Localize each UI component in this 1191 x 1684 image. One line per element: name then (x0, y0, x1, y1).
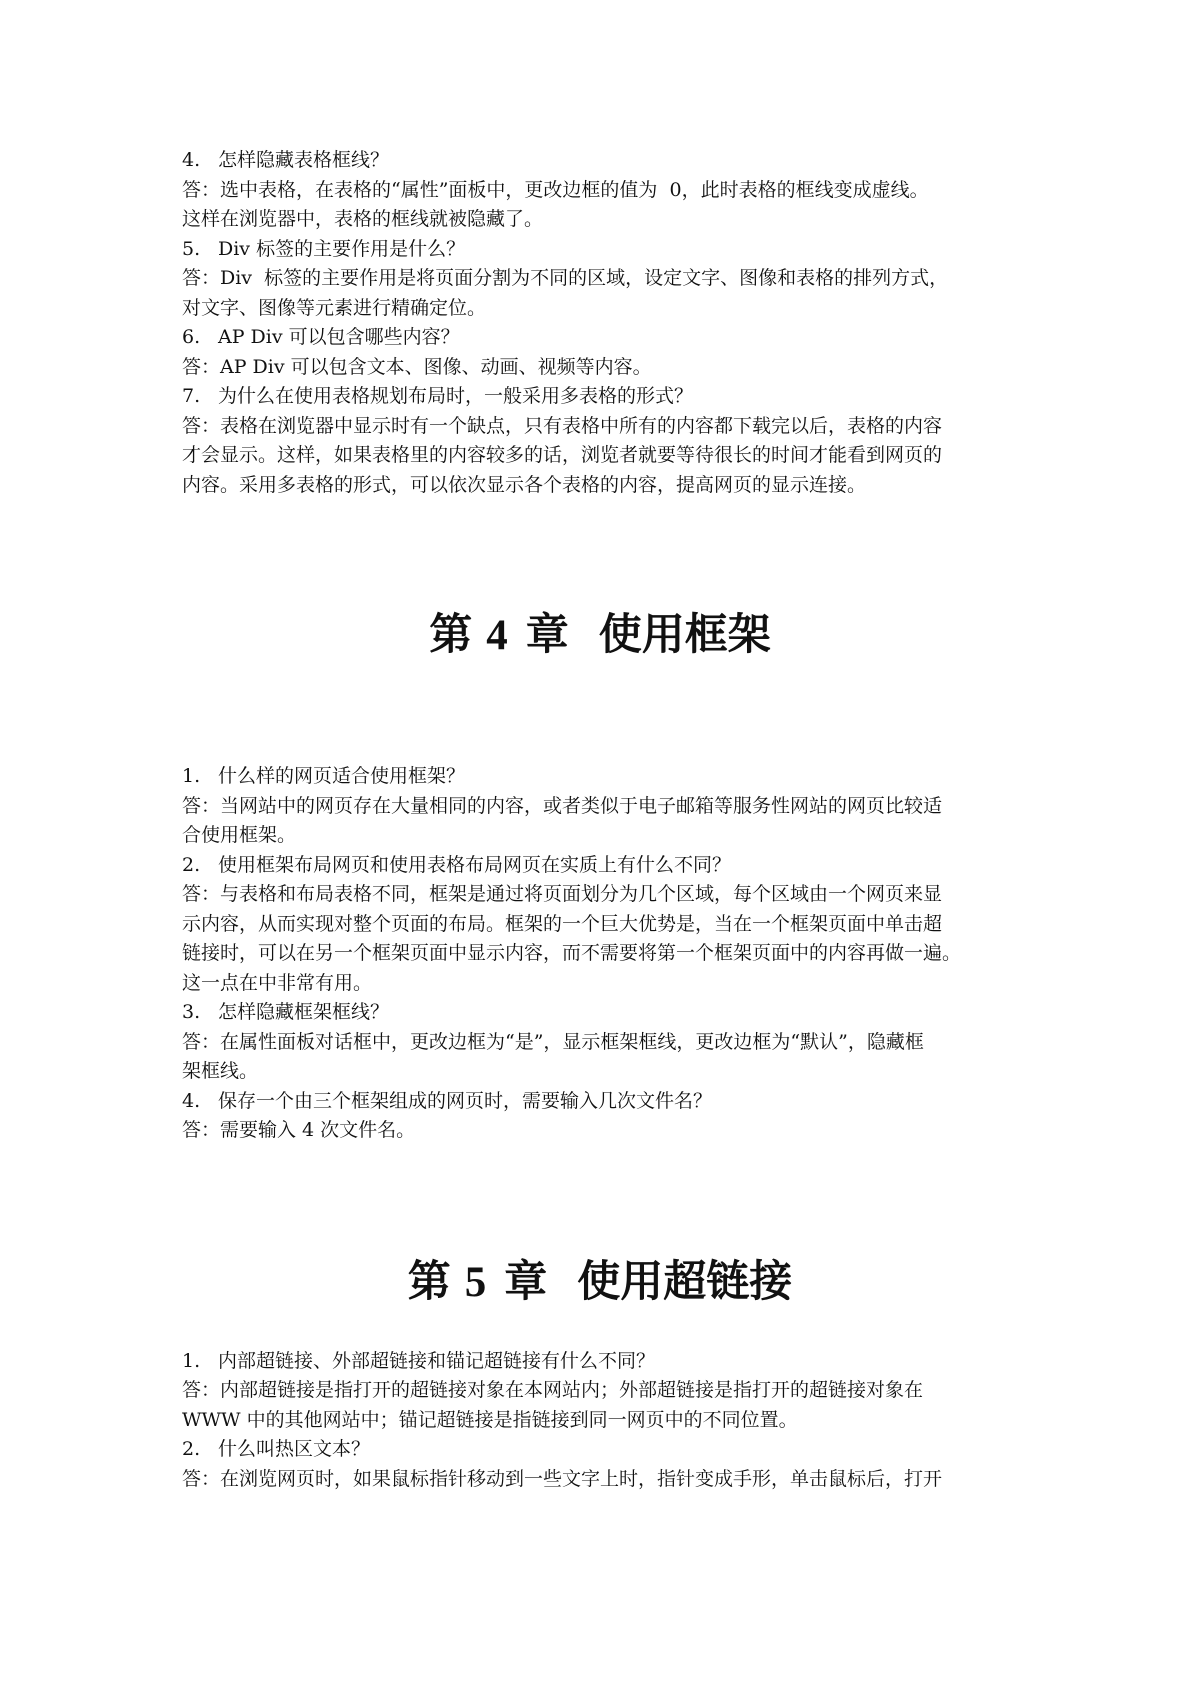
question-line (182, 998, 1018, 1028)
document-page (182, 146, 1018, 1494)
question-line (182, 851, 1018, 881)
question-line (182, 382, 1018, 412)
answer-line: 答：与表格和布局表格不同，框架是通过将页面划分为几个区域，每个区域由一个网页来显 (182, 883, 943, 905)
question-number: 6. (182, 326, 201, 348)
question-text: 保存一个由三个框架组成的网页时，需要输入几次文件名？ (218, 1089, 713, 1112)
chapter-5-suffix: 章 使用超链接 (504, 1256, 793, 1307)
answer-line: 答：在属性面板对话框中，更改边框为“是”，显示框架框线，更改边框为“默认”，隐藏框 (182, 1030, 924, 1053)
question-text: 内部超链接、外部超链接和锚记超链接有什么不同？ (218, 1349, 656, 1372)
answer-line: 答：需要输入 4 次文件名。 (182, 1119, 416, 1141)
question-line (182, 235, 1018, 265)
chapter-4-suffix: 章 使用框架 (525, 610, 771, 660)
chapter-5-prefix: 第 (407, 1256, 451, 1307)
answer-line: 答：Div 标签的主要作用是将页面分割为不同的区域，设定文字、图像和表格的排列方式， (182, 267, 949, 289)
question-number: 4. (182, 1089, 201, 1112)
question-number: 7. (182, 385, 201, 407)
chapter-4-title (182, 607, 1018, 664)
answer-line: 链接时，可以在另一个框架页面中显示内容，而不需要将第一个框架页面中的内容再做一遍。 (182, 942, 962, 964)
question-text: 什么叫热区文本？ (218, 1438, 371, 1460)
question-number: 1. (182, 765, 201, 787)
question-text: 怎样隐藏表格框线？ (218, 149, 390, 171)
answer-line: 示内容，从而实现对整个页面的布局。框架的一个巨大优势是，当在一个框架页面中单击超 (182, 912, 943, 935)
question-text: 为什么在使用表格规划布局时，一般采用多表格的形式？ (218, 385, 694, 407)
question-line (182, 762, 1018, 792)
question-number: 3. (182, 1001, 201, 1023)
question-line (182, 1347, 1018, 1377)
question-number: 4. (182, 149, 201, 171)
answer-line: 答：在浏览网页时，如果鼠标指针移动到一些文字上时，指针变成手形，单击鼠标后，打开 (182, 1467, 943, 1490)
question-line (182, 1087, 1018, 1117)
answer-line: 才会显示。这样，如果表格里的内容较多的话，浏览者就要等待很长的时间才能看到网页的 (182, 444, 943, 466)
question-text: 什么样的网页适合使用框架？ (218, 765, 466, 787)
answer-line: 对文字、图像等元素进行精确定位。 (182, 296, 487, 319)
answer-line: 架框线。 (182, 1060, 259, 1082)
answer-line: 答：选中表格，在表格的“属性”面板中，更改边框的值为 0，此时表格的框线变成虚线。 (182, 178, 929, 201)
chapter-4-prefix: 第 (429, 610, 473, 660)
question-number: 1. (182, 1349, 201, 1372)
chapter-4-number: 4 (486, 612, 508, 659)
section-3-tail (182, 146, 1018, 500)
answer-line: 合使用框架。 (182, 824, 297, 846)
question-number: 5. (182, 237, 201, 260)
answer-line: 答：内部超链接是指打开的超链接对象在本网站内；外部超链接是指打开的超链接对象在 (182, 1379, 924, 1401)
answer-line: 答：当网站中的网页存在大量相同的内容，或者类似于电子邮箱等服务性网站的网页比较适 (182, 794, 943, 817)
chapter-5-title (182, 1254, 1018, 1311)
question-number: 2. (182, 853, 201, 876)
answer-line: 这一点在中非常有用。 (182, 971, 373, 994)
question-text: 怎样隐藏框架框线？ (218, 1001, 390, 1023)
section-5 (182, 1347, 1018, 1495)
question-number: 2. (182, 1438, 201, 1460)
question-text: Div 标签的主要作用是什么？ (218, 237, 466, 260)
question-text: AP Div 可以包含哪些内容？ (218, 326, 460, 348)
answer-line: 内容。采用多表格的形式，可以依次显示各个表格的内容，提高网页的显示连接。 (182, 473, 867, 496)
answer-line: 答：表格在浏览器中显示时有一个缺点，只有表格中所有的内容都下载完以后，表格的内容 (182, 414, 943, 437)
question-text: 使用框架布局网页和使用表格布局网页在实质上有什么不同？ (218, 853, 732, 876)
question-line (182, 146, 1018, 176)
question-line (182, 1435, 1018, 1465)
answer-line: 这样在浏览器中，表格的框线就被隐藏了。 (182, 208, 544, 230)
answer-line: WWW 中的其他网站中；锚记超链接是指链接到同一网页中的不同位置。 (182, 1408, 798, 1431)
chapter-5-number: 5 (464, 1258, 487, 1306)
answer-line: 答：AP Div 可以包含文本、图像、动画、视频等内容。 (182, 355, 652, 378)
section-4 (182, 762, 1018, 1146)
question-line (182, 323, 1018, 353)
